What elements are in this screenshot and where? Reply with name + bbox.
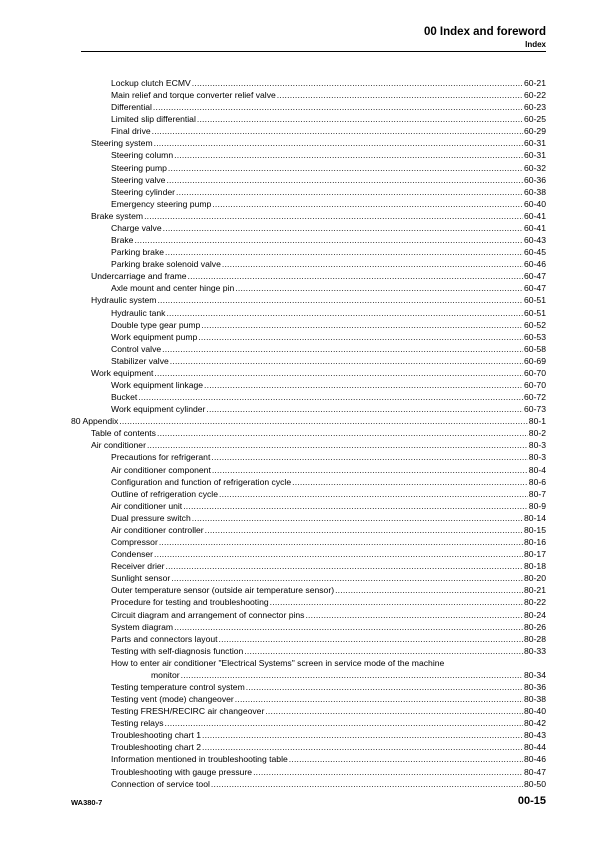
toc-entry-title: Differential <box>111 102 152 113</box>
toc-entry-title: Air conditioner controller <box>111 524 204 535</box>
toc-entry-page: 80-43 <box>524 730 546 741</box>
toc-entry-page: 60-51 <box>524 307 546 318</box>
toc-entry-title: Dual pressure switch <box>111 512 191 523</box>
toc-entry-title: Configuration and function of refrigeration cycle <box>111 476 292 487</box>
toc-entry-title: Parking brake solenoid valve <box>111 259 221 270</box>
dot-leader <box>219 488 528 500</box>
toc-entry[interactable] <box>71 415 546 427</box>
header-rule <box>81 51 546 52</box>
toc-entry-page: 60-73 <box>524 404 546 415</box>
toc-entry-title: Steering valve <box>111 174 166 185</box>
dot-leader <box>211 451 527 463</box>
dot-leader <box>198 331 523 343</box>
toc-entry[interactable] <box>111 198 546 210</box>
toc-entry-page: 80-20 <box>524 573 546 584</box>
dot-leader <box>154 367 523 379</box>
dot-leader <box>181 669 523 681</box>
toc-entry[interactable] <box>111 609 546 621</box>
toc-entry[interactable] <box>111 729 546 741</box>
dot-leader <box>165 246 523 258</box>
toc-entry-page: 60-45 <box>524 247 546 258</box>
toc-entry[interactable] <box>111 464 546 476</box>
dot-leader <box>119 415 527 427</box>
toc-entry-page: 60-47 <box>524 283 546 294</box>
dot-leader <box>235 693 523 705</box>
dot-leader <box>335 584 523 596</box>
toc-entry-page: 60-47 <box>524 271 546 282</box>
toc-entry-title: Hydraulic tank <box>111 307 166 318</box>
dot-leader <box>192 512 523 524</box>
dot-leader <box>235 282 523 294</box>
dot-leader <box>183 500 528 512</box>
toc-entry-page: 80-42 <box>524 718 546 729</box>
toc-entry-title: Sunlight sensor <box>111 573 171 584</box>
toc-entry[interactable] <box>111 101 546 113</box>
section-subtitle: Index <box>525 40 546 49</box>
toc-entry-title: Steering pump <box>111 162 167 173</box>
dot-leader <box>170 355 523 367</box>
toc-entry-title: Steering cylinder <box>111 186 176 197</box>
toc-entry-page: 80-6 <box>528 476 546 487</box>
toc-entry[interactable] <box>111 174 546 186</box>
dot-leader <box>144 210 523 222</box>
toc-entry[interactable] <box>111 246 546 258</box>
toc-entry-title: Receiver drier <box>111 561 165 572</box>
toc-entry[interactable] <box>111 307 546 319</box>
toc-entry-title: Work equipment pump <box>111 331 198 342</box>
toc-entry-title: Troubleshooting chart 1 <box>111 730 201 741</box>
dot-leader <box>163 222 523 234</box>
toc-entry-page: 80-2 <box>528 428 546 439</box>
toc-entry-title: Brake system <box>91 210 144 221</box>
toc-entry[interactable] <box>111 451 546 463</box>
toc-entry-page: 60-41 <box>524 222 546 233</box>
toc-entry-title: Emergency steering pump <box>111 198 212 209</box>
toc-entry-page: 80-44 <box>524 742 546 753</box>
toc-entry[interactable] <box>111 753 546 765</box>
toc-entry-page: 80-22 <box>524 597 546 608</box>
dot-leader <box>176 186 523 198</box>
toc-entry-page: 80-17 <box>524 549 546 560</box>
toc-entry-title: Connection of service tool <box>111 778 210 789</box>
toc-entry[interactable] <box>111 476 546 488</box>
toc-entry-title: Air conditioner <box>91 440 146 451</box>
toc-entry[interactable]: How to enter air conditioner "Electrical Systems" screen in service mode of the machine <box>111 657 445 668</box>
toc-entry[interactable] <box>111 403 546 415</box>
toc-entry[interactable] <box>111 77 546 89</box>
toc-entry[interactable] <box>111 500 546 512</box>
toc-entry[interactable] <box>111 778 546 790</box>
page-number: 00-15 <box>517 795 546 807</box>
toc-entry-title: monitor <box>151 669 180 680</box>
toc-entry[interactable] <box>111 548 546 560</box>
toc-entry[interactable] <box>111 282 546 294</box>
toc-entry-page: 80-14 <box>524 512 546 523</box>
dot-leader <box>270 596 523 608</box>
dot-leader <box>253 766 523 778</box>
dot-leader <box>157 427 528 439</box>
toc-entry-title: Testing with self-diagnosis function <box>111 645 244 656</box>
toc-entry[interactable] <box>111 113 546 125</box>
dot-leader <box>289 753 523 765</box>
dot-leader <box>202 741 523 753</box>
toc-entry-page: 60-41 <box>524 210 546 221</box>
toc-entry-title: Main relief and torque converter relief valve <box>111 90 276 101</box>
toc-entry-title: Parking brake <box>111 247 165 258</box>
toc-entry[interactable] <box>111 621 546 633</box>
dot-leader <box>153 101 523 113</box>
toc-entry-title: Control valve <box>111 343 162 354</box>
toc-entry-page: 60-70 <box>524 380 546 390</box>
toc-entry[interactable] <box>111 560 546 572</box>
dot-leader <box>166 307 523 319</box>
toc-entry-title: Undercarriage and frame <box>91 271 187 282</box>
toc-entry[interactable] <box>91 439 546 451</box>
toc-entry-title: Precautions for refrigerant <box>111 452 211 463</box>
toc-entry[interactable] <box>111 524 546 536</box>
toc-entry-page: 80-34 <box>524 669 546 680</box>
toc-entry-title: Information mentioned in troubleshooting table <box>111 754 288 765</box>
toc-entry[interactable] <box>111 391 546 403</box>
toc-entry[interactable] <box>111 766 546 778</box>
toc-entry[interactable] <box>111 331 546 343</box>
toc-entry-page: 80-18 <box>524 561 546 572</box>
toc-entry[interactable] <box>91 210 546 222</box>
toc-entry-page: 80-47 <box>524 766 546 777</box>
toc-entry[interactable] <box>111 488 546 500</box>
dot-leader <box>292 476 528 488</box>
toc-entry[interactable] <box>111 693 546 705</box>
model-label: WA380-7 <box>71 798 103 807</box>
toc-entry-page: 60-32 <box>524 162 546 173</box>
toc-entry[interactable] <box>91 294 546 306</box>
toc-entry-title: Parts and connectors layout <box>111 633 218 644</box>
toc-entry[interactable] <box>111 379 546 391</box>
toc-entry-page: 60-31 <box>524 150 546 161</box>
toc-entry[interactable] <box>111 149 546 161</box>
toc-entry-page: 80-16 <box>524 537 546 548</box>
toc-entry-page: 60-22 <box>524 90 546 101</box>
toc-entry-page: 80-46 <box>524 754 546 765</box>
dot-leader <box>219 633 523 645</box>
toc-entry-page: 60-25 <box>524 114 546 125</box>
toc-entry[interactable] <box>111 89 546 101</box>
toc-entry[interactable] <box>111 584 546 596</box>
dot-leader <box>147 439 528 451</box>
toc-entry[interactable] <box>111 717 546 729</box>
toc-entry[interactable] <box>111 258 546 270</box>
toc-entry-page: 80-36 <box>524 682 546 692</box>
dot-leader <box>166 560 524 572</box>
toc-entry[interactable] <box>111 125 546 137</box>
toc-entry-title: Air conditioner unit <box>111 500 183 511</box>
toc-entry[interactable] <box>111 572 546 584</box>
toc-entry-page: 60-43 <box>524 235 546 246</box>
dot-leader <box>168 162 523 174</box>
toc-entry-page: 60-52 <box>524 319 546 330</box>
dot-leader <box>205 524 523 536</box>
toc-entry[interactable] <box>111 633 546 645</box>
toc-entry[interactable] <box>91 367 546 379</box>
toc-entry-title: Bucket <box>111 392 138 403</box>
dot-leader <box>246 681 523 693</box>
dot-leader <box>305 609 523 621</box>
dot-leader <box>222 258 523 270</box>
dot-leader <box>174 149 523 161</box>
toc-entry-page: 80-50 <box>524 778 546 789</box>
dot-leader <box>277 89 523 101</box>
dot-leader <box>204 379 523 391</box>
toc-entry[interactable] <box>91 137 546 149</box>
toc-entry-title: Stabilizer valve <box>111 355 169 366</box>
toc-entry-page: 60-40 <box>524 198 546 209</box>
dot-leader <box>154 548 523 560</box>
dot-leader <box>174 621 523 633</box>
dot-leader <box>157 294 523 306</box>
toc-entry-title: Testing temperature control system <box>111 682 245 692</box>
toc-entry-page: 80-7 <box>528 488 546 499</box>
toc-entry-title: Troubleshooting chart 2 <box>111 742 201 753</box>
toc-entry-page: 60-23 <box>524 102 546 113</box>
toc-entry-title: Outline of refrigeration cycle <box>111 488 218 499</box>
toc-entry-page: 60-29 <box>524 126 546 137</box>
toc-entry-page: 60-46 <box>524 259 546 270</box>
toc-entry-title: Charge valve <box>111 222 162 233</box>
toc-entry-title: Work equipment linkage <box>111 380 204 390</box>
dot-leader <box>188 270 523 282</box>
toc-entry-page: 80-28 <box>524 633 546 644</box>
dot-leader <box>265 705 523 717</box>
toc-entry-page: 80-9 <box>528 500 546 511</box>
toc-entry-page: 80-4 <box>528 464 546 475</box>
dot-leader <box>212 464 528 476</box>
toc-entry-title: System diagram <box>111 621 174 632</box>
toc-entry-page: 80-40 <box>524 706 546 717</box>
toc-entry-page: 60-69 <box>524 355 546 366</box>
toc-entry-page: 80-24 <box>524 609 546 620</box>
toc-entry-title: Axle mount and center hinge pin <box>111 283 235 294</box>
toc-entry-title: Troubleshooting with gauge pressure <box>111 766 253 777</box>
dot-leader <box>197 113 523 125</box>
toc-entry-page: 60-38 <box>524 186 546 197</box>
toc-entry-title: Work equipment <box>91 367 154 378</box>
toc-entry-page: 80-21 <box>524 585 546 596</box>
toc-entry-page: 80-33 <box>524 645 546 656</box>
toc-entry[interactable] <box>111 512 546 524</box>
toc-entry-page: 60-53 <box>524 331 546 342</box>
toc-entry-page: 80-3 <box>528 452 546 463</box>
toc-entry-title: Testing FRESH/RECIRC air changeover <box>111 706 265 717</box>
toc-entry-page: 80-26 <box>524 621 546 632</box>
toc-entry-title: Compressor <box>111 537 158 548</box>
dot-leader <box>138 391 523 403</box>
toc-entry[interactable] <box>111 162 546 174</box>
toc-entry[interactable] <box>111 355 546 367</box>
dot-leader <box>165 717 523 729</box>
toc-entry-title: 80 Appendix <box>71 416 119 427</box>
dot-leader <box>171 572 523 584</box>
toc-entry[interactable] <box>111 596 546 608</box>
toc-entry[interactable] <box>111 741 546 753</box>
toc-entry-title: Condenser <box>111 549 154 560</box>
toc-entry-page: 60-70 <box>524 367 546 378</box>
toc-entry-title: Testing vent (mode) changeover <box>111 694 234 705</box>
toc-entry-title: Circuit diagram and arrangement of connector pins <box>111 609 305 620</box>
toc-entry-page: 60-21 <box>524 78 546 88</box>
toc-entry[interactable] <box>91 270 546 282</box>
toc-entry[interactable] <box>111 319 546 331</box>
toc-entry-title: Double type gear pump <box>111 319 201 330</box>
dot-leader <box>244 645 523 657</box>
toc-entry-title: Brake <box>111 235 134 246</box>
toc-entry-page: 80-38 <box>524 694 546 705</box>
toc-entry-title: Testing relays <box>111 718 164 729</box>
toc-entry-page: 60-72 <box>524 392 546 403</box>
dot-leader <box>211 778 523 790</box>
dot-leader <box>162 343 523 355</box>
toc-entry-title: Hydraulic system <box>91 295 157 306</box>
dot-leader <box>206 403 523 415</box>
toc-entry-title: Lockup clutch ECMV <box>111 78 191 88</box>
toc-entry-page: 80-1 <box>528 416 546 427</box>
dot-leader <box>134 234 523 246</box>
section-title: 00 Index and foreword <box>423 26 546 38</box>
toc-entry-title: Procedure for testing and troubleshooting <box>111 597 269 608</box>
toc-entry-title: Work equipment cylinder <box>111 404 206 415</box>
toc-entry-page: 60-51 <box>524 295 546 306</box>
toc-entry-title: Table of contents <box>91 428 156 439</box>
toc-entry[interactable] <box>111 234 546 246</box>
toc-entry-page: 60-31 <box>524 138 546 149</box>
toc-entry[interactable] <box>91 427 546 439</box>
toc-entry[interactable] <box>111 536 546 548</box>
dot-leader <box>152 125 523 137</box>
toc-entry-title: Steering system <box>91 138 153 149</box>
toc-entry-title: Outer temperature sensor (outside air temperature sensor) <box>111 585 335 596</box>
toc-entry-title: Limited slip differential <box>111 114 196 125</box>
toc-entry-page: 60-58 <box>524 343 546 354</box>
toc-entry[interactable] <box>111 681 546 693</box>
toc-entry[interactable] <box>111 645 546 657</box>
toc-entry-page: 60-36 <box>524 174 546 185</box>
toc-entry-page: 80-15 <box>524 524 546 535</box>
toc-entry[interactable] <box>111 222 546 234</box>
toc-entry[interactable] <box>151 669 546 681</box>
dot-leader <box>201 319 523 331</box>
dot-leader <box>166 174 523 186</box>
toc-entry[interactable] <box>111 343 546 355</box>
dot-leader <box>212 198 523 210</box>
toc-entry-title: Final drive <box>111 126 151 137</box>
toc-entry[interactable] <box>111 705 546 717</box>
toc-entry-title: Steering column <box>111 150 174 161</box>
dot-leader <box>202 729 523 741</box>
toc-entry-title: Air conditioner component <box>111 464 211 475</box>
toc-entry[interactable] <box>111 186 546 198</box>
dot-leader <box>154 137 523 149</box>
dot-leader <box>192 77 523 89</box>
toc-entry-page: 80-3 <box>528 440 546 451</box>
dot-leader <box>159 536 523 548</box>
